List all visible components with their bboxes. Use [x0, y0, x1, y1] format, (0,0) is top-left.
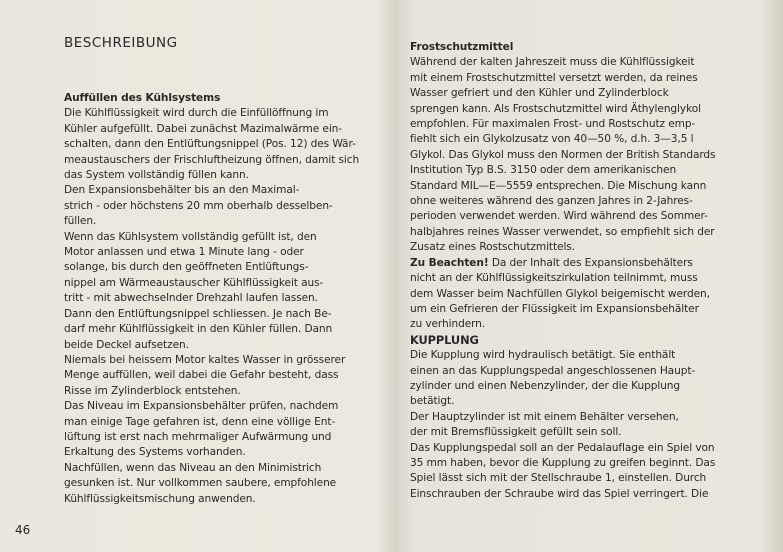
- subheading-antifreeze: Frostschutzmittel: [410, 41, 514, 53]
- text-line: lüftung ist erst nach mehrmaliger Aufwärmung und: [64, 430, 332, 443]
- text-line: zylinder und einen Nebenzylinder, der die Kupplung: [410, 379, 681, 392]
- text-line: Wasser gefriert und den Kühler und Zylinderblock: [410, 87, 669, 100]
- text-line: Niemals bei heissem Motor kaltes Wasser in grösserer: [64, 353, 346, 366]
- text-line: ohne weiteres während des ganzen Jahres in 2-Jahres-: [410, 195, 693, 208]
- paragraph: [410, 410, 760, 441]
- text-line: Den Expansionsbehälter bis an den Maximal-: [64, 184, 300, 197]
- text-line: zu verhindern.: [410, 318, 486, 331]
- left-paragraphs: [64, 106, 364, 507]
- paragraph: [64, 399, 364, 461]
- text-line: Der Hauptzylinder ist mit einem Behälter versehen,: [410, 410, 679, 423]
- paragraph: [64, 183, 364, 229]
- text-line: halbjahres reines Wasser verwendet, so empfiehlt sich der: [410, 225, 715, 238]
- text-line: dem Wasser beim Nachfüllen Glykol beigemischt werden,: [410, 287, 710, 300]
- text-line: Zusatz eines Rostschutzmittels.: [410, 241, 575, 254]
- text-line: darf mehr Kühlflüssigkeit in den Kühler füllen. Dann: [64, 323, 333, 336]
- text-line: Standard MIL—E—5559 entsprechen. Die Mischung kann: [410, 179, 707, 192]
- text-line: fiehlt sich ein Glykolzusatz von 40—50 %, d.h. 3—3,5 l: [410, 133, 694, 146]
- paragraph: [64, 230, 364, 307]
- right-column: [410, 40, 760, 502]
- kupplung-paragraphs: [410, 348, 760, 502]
- paragraph: [410, 441, 760, 503]
- page-number: 46: [15, 523, 31, 537]
- note-label: Zu Beachten!: [410, 256, 489, 269]
- text-line: einen an das Kupplungspedal angeschlossenen Haupt-: [410, 364, 696, 377]
- text-line: empfohlen. Für maximalen Frost- und Rostschutz emp-: [410, 118, 696, 131]
- text-line: füllen.: [64, 215, 97, 228]
- text-line: betätigt.: [410, 395, 455, 408]
- text-line: Risse im Zylinderblock entstehen.: [64, 384, 241, 397]
- paragraph: [64, 461, 364, 507]
- text-line: Spiel lässt sich mit der Stellschraube 1, einstellen. Durch: [410, 472, 707, 485]
- text-line: beide Deckel aufsetzen.: [64, 338, 189, 351]
- text-line: Wenn das Kühlsystem vollständig gefüllt ist, den: [64, 230, 317, 243]
- paragraph: [64, 307, 364, 353]
- note-line: Da der Inhalt des Expansionsbehälters: [488, 256, 693, 269]
- text-line: Kühler aufgefüllt. Dabei zunächst Mazimalwärme ein-: [64, 122, 343, 135]
- left-column: [64, 91, 364, 507]
- text-line: Motor anlassen und etwa 1 Minute lang - oder: [64, 246, 304, 259]
- text-line: mit einem Frostschutzmittel versetzt werden, da reines: [410, 71, 698, 84]
- text-line: sprengen kann. Als Frostschutzmittel wird Äthylenglykol: [410, 102, 701, 115]
- subheading-cooling-fill: Auffüllen des Kühlsystems: [64, 92, 221, 104]
- text-line: solange, bis durch den geöffneten Entlüftungs-: [64, 261, 309, 274]
- antifreeze-text: [410, 55, 760, 255]
- text-line: Glykol. Das Glykol muss den Normen der British Standards: [410, 148, 716, 161]
- text-line: Dann den Entlüftungsnippel schliessen. Je nach Be-: [64, 307, 332, 320]
- kupplung-title: KUPPLUNG: [410, 332, 479, 347]
- section-title: BESCHREIBUNG: [64, 35, 178, 51]
- note-paragraph: [410, 256, 760, 333]
- text-line: Während der kalten Jahreszeit muss die Kühlflüssigkeit: [410, 56, 695, 69]
- text-line: Einschrauben der Schraube wird das Spiel verringert. Die: [410, 487, 709, 500]
- text-line: schalten, dann den Entlüftungsnippel (Pos. 12) des Wär-: [64, 138, 356, 151]
- text-line: Das Kupplungspedal soll an der Pedalauflage ein Spiel von: [410, 441, 715, 454]
- text-line: das System vollständig füllen kann.: [64, 169, 249, 182]
- text-line: Institution Typ B.S. 3150 oder dem amerikanischen: [410, 164, 677, 177]
- text-line: man einige Tage gefahren ist, denn eine völlige Ent-: [64, 415, 336, 428]
- paragraph: [64, 106, 364, 183]
- text-line: nicht an der Kühlflüssigkeitszirkulation teilnimmt, muss: [410, 272, 698, 285]
- text-line: Menge auffüllen, weil dabei die Gefahr besteht, dass: [64, 369, 339, 382]
- text-line: um ein Gefrieren der Flüssigkeit im Expansionsbehälter: [410, 302, 699, 315]
- text-line: Kühlflüssigkeitsmischung anwenden.: [64, 492, 256, 505]
- text-line: nippel am Wärmeaustauscher Kühlflüssigkeit aus-: [64, 276, 324, 289]
- text-line: tritt - mit abwechselnder Drehzahl laufen lassen.: [64, 292, 318, 305]
- text-line: strich - oder höchstens 20 mm oberhalb desselben-: [64, 199, 333, 212]
- text-line: Die Kupplung wird hydraulisch betätigt. Sie enthält: [410, 349, 676, 362]
- text-line: gesunken ist. Nur vollkommen saubere, empfohlene: [64, 477, 337, 490]
- paragraph: [64, 353, 364, 399]
- text-line: Die Kühlflüssigkeit wird durch die Einfüllöffnung im: [64, 107, 329, 120]
- paragraph: [410, 348, 760, 410]
- text-line: meaustauschers der Frischluftheizung öffnen, damit sich: [64, 153, 360, 166]
- text-line: Nachfüllen, wenn das Niveau an den Minimistrich: [64, 461, 322, 474]
- text-line: perioden verwendet werden. Wird während des Sommer-: [410, 210, 708, 223]
- text-line: 35 mm haben, bevor die Kupplung zu greifen beginnt. Das: [410, 456, 716, 469]
- text-line: der mit Bremsflüssigkeit gefüllt sein soll.: [410, 426, 622, 439]
- text-line: Das Niveau im Expansionsbehälter prüfen, nachdem: [64, 400, 339, 413]
- text-line: Erkaltung des Systems vorhanden.: [64, 446, 246, 459]
